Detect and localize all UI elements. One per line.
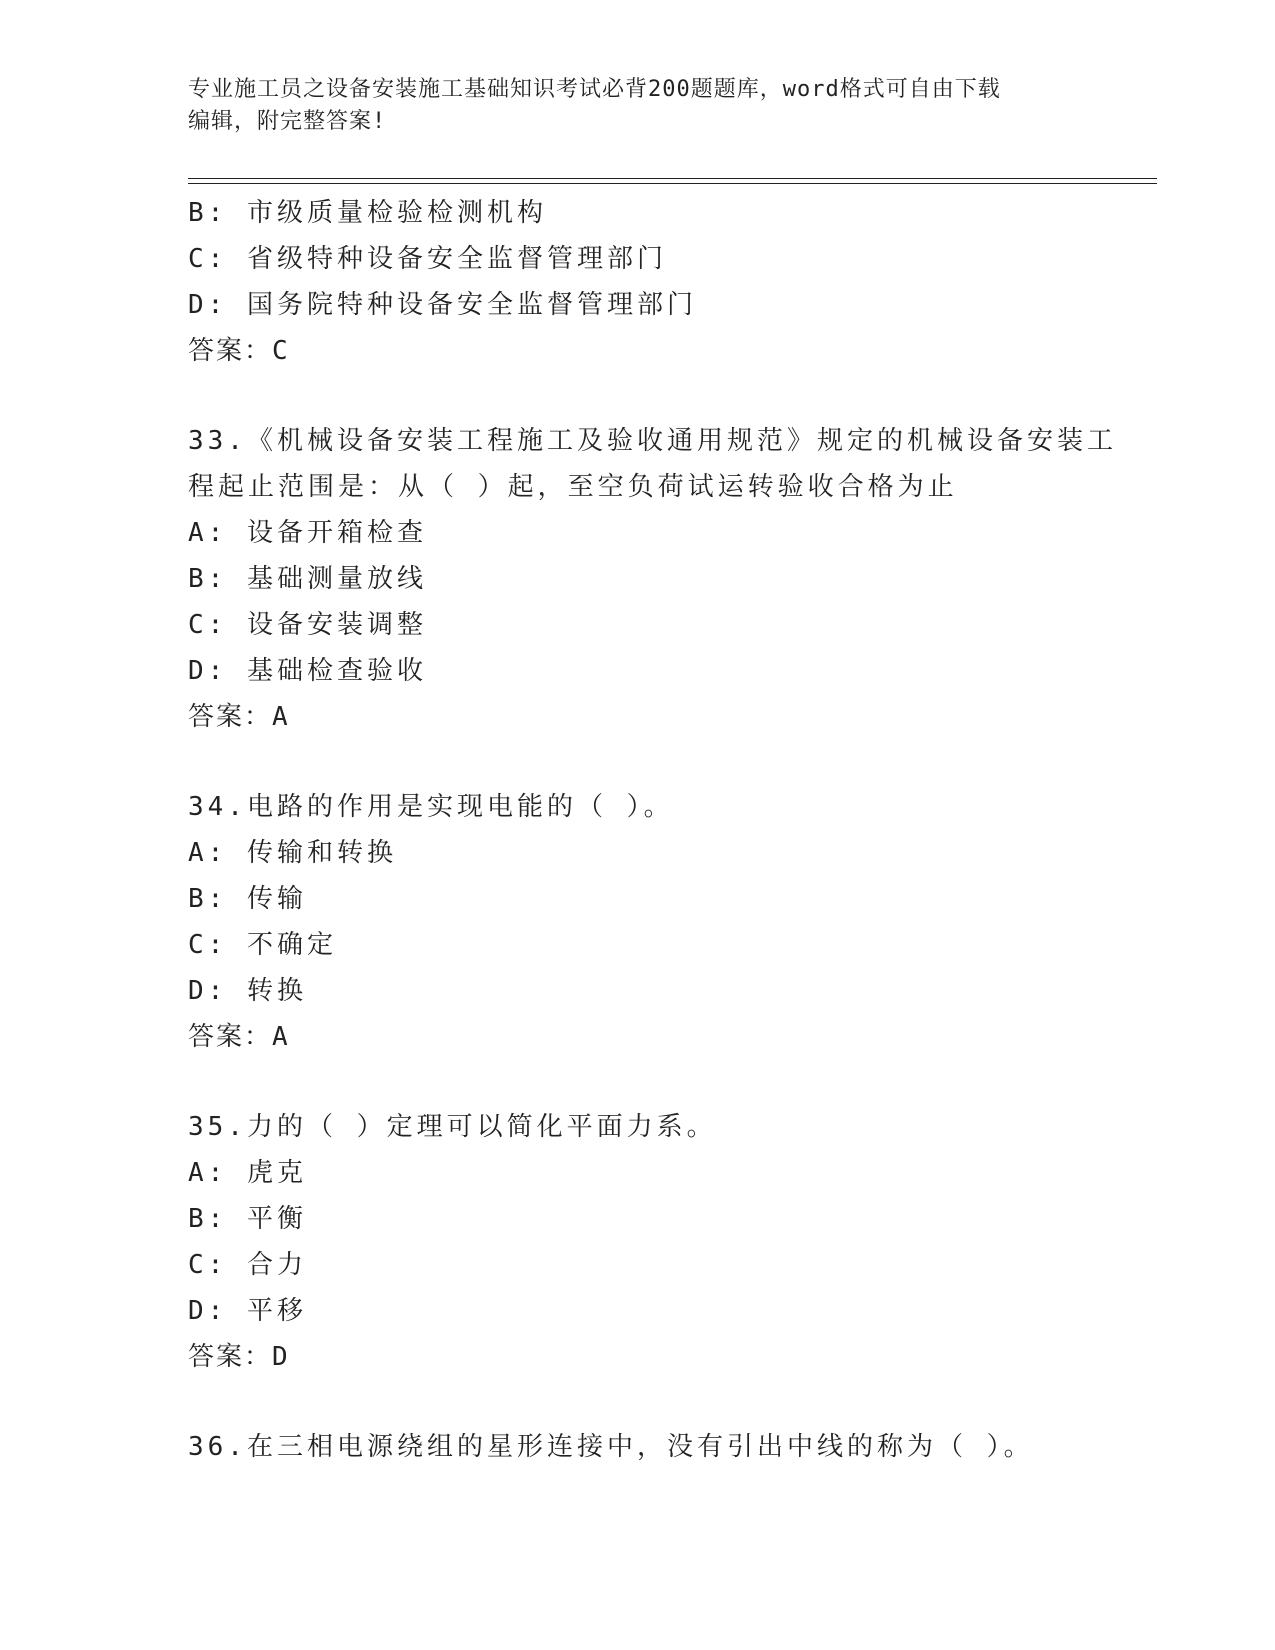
question-text: 34.电路的作用是实现电能的（ ）。 bbox=[188, 792, 674, 822]
spacer bbox=[188, 740, 1138, 784]
question-32 bbox=[188, 190, 1138, 374]
answer: 答案：D bbox=[188, 1342, 290, 1372]
option-b: B: 基础测量放线 bbox=[188, 564, 427, 594]
option-b: B: 传输 bbox=[188, 884, 307, 914]
spacer bbox=[188, 1380, 1138, 1424]
option-d: D: 平移 bbox=[188, 1296, 307, 1326]
header-divider-bottom bbox=[188, 183, 1157, 184]
question-text: 36.在三相电源绕组的星形连接中，没有引出中线的称为（ ）。 bbox=[188, 1432, 1034, 1462]
question-34 bbox=[188, 784, 1138, 1060]
option-c: C: 设备安装调整 bbox=[188, 610, 427, 640]
option-d: D: 转换 bbox=[188, 976, 307, 1006]
question-35 bbox=[188, 1104, 1138, 1380]
spacer bbox=[188, 374, 1138, 418]
option-c: C: 合力 bbox=[188, 1250, 307, 1280]
option-c: C: 不确定 bbox=[188, 930, 337, 960]
question-text-line-2: 程起止范围是：从（ ）起，至空负荷试运转验收合格为止 bbox=[188, 472, 958, 502]
answer: 答案：A bbox=[188, 702, 290, 732]
question-text: 35.力的（ ）定理可以简化平面力系。 bbox=[188, 1112, 717, 1142]
header-title-line-2: 编辑，附完整答案! bbox=[188, 109, 387, 134]
option-a: A: 传输和转换 bbox=[188, 838, 397, 868]
question-text-line-1: 33.《机械设备安装工程施工及验收通用规范》规定的机械设备安装工 bbox=[188, 426, 1117, 456]
answer: 答案：C bbox=[188, 336, 290, 366]
header-title-line-1: 专业施工员之设备安装施工基础知识考试必背200题题库，word格式可自由下载 bbox=[188, 77, 1001, 102]
question-list bbox=[188, 190, 1138, 1470]
option-a: A: 设备开箱检查 bbox=[188, 518, 427, 548]
header-divider-top bbox=[188, 178, 1157, 179]
option-d: D: 国务院特种设备安全监督管理部门 bbox=[188, 290, 697, 320]
answer: 答案：A bbox=[188, 1022, 290, 1052]
option-a: A: 虎克 bbox=[188, 1158, 307, 1188]
option-b: B: 平衡 bbox=[188, 1204, 307, 1234]
spacer bbox=[188, 1060, 1138, 1104]
option-c: C: 省级特种设备安全监督管理部门 bbox=[188, 244, 667, 274]
question-33 bbox=[188, 418, 1138, 740]
option-d: D: 基础检查验收 bbox=[188, 656, 427, 686]
option-b: B: 市级质量检验检测机构 bbox=[188, 198, 547, 228]
question-36 bbox=[188, 1424, 1138, 1470]
document-header bbox=[188, 74, 1088, 138]
